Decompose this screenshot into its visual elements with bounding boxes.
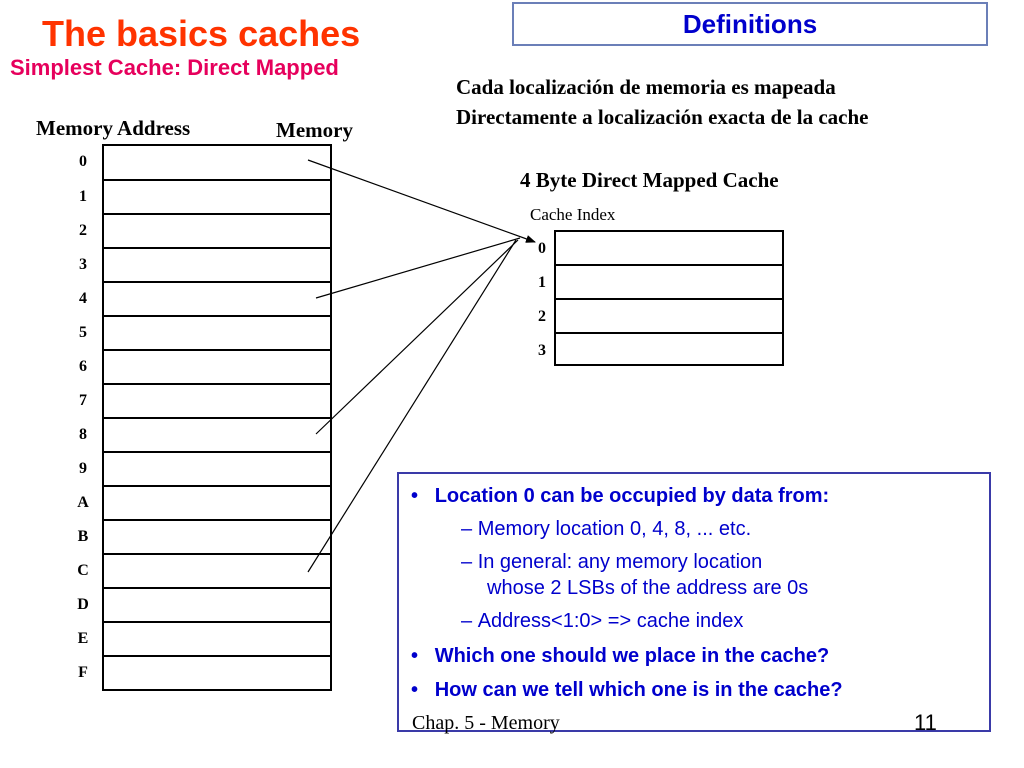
- bullet-location-0: [411, 484, 829, 508]
- arrow-from-address-8: [316, 240, 518, 434]
- bullet-dot: •: [411, 679, 419, 701]
- bullet-dot: •: [411, 485, 419, 507]
- memory-address-3: 3: [79, 256, 87, 273]
- bullet-text: Which one should we place in the cache?: [434, 645, 830, 667]
- memory-address-a: A: [77, 494, 89, 511]
- bullet-which-one: [411, 644, 829, 668]
- memory-address-b: B: [77, 528, 89, 545]
- sub-bullet-address-index: [461, 609, 743, 633]
- sub-dash: –: [461, 518, 473, 540]
- cache-index-2: 2: [538, 308, 546, 325]
- memory-address-label: Memory Address: [36, 116, 191, 140]
- memory-address-5: 5: [79, 324, 87, 341]
- memory-address-e: E: [77, 630, 89, 647]
- sub-bullet-general: [461, 550, 762, 574]
- explanation-box: [397, 472, 991, 732]
- cache-title: 4 Byte Direct Mapped Cache: [520, 168, 779, 192]
- footer-page-number: 11: [914, 710, 937, 735]
- memory-address-4: 4: [79, 290, 87, 307]
- memory-address-7: 7: [79, 392, 87, 409]
- cache-index-1: 1: [538, 274, 546, 291]
- cache-index-0: 0: [538, 240, 546, 257]
- memory-address-1: 1: [79, 188, 87, 205]
- memory-address-d: D: [77, 596, 89, 613]
- sub-text: Memory location 0, 4, 8, ... etc.: [477, 518, 752, 540]
- arrow-from-address-0: [308, 160, 535, 242]
- memory-address-0: 0: [79, 153, 87, 170]
- memory-address-2: 2: [79, 222, 87, 239]
- bullet-dot: •: [411, 645, 419, 667]
- sub-bullet-memory-locations: [461, 517, 751, 541]
- sub-bullet-general-cont: whose 2 LSBs of the address are 0s: [487, 577, 809, 599]
- memory-address-9: 9: [79, 460, 87, 477]
- sub-dash: –: [461, 610, 473, 632]
- definitions-label: Definitions: [682, 8, 818, 39]
- cache-index-3: 3: [538, 342, 546, 359]
- cache-index-label: Cache Index: [530, 205, 616, 224]
- definition-line-1: Cada localización de memoria es mapeada: [456, 75, 836, 99]
- memory-address-8: 8: [79, 426, 87, 443]
- memory-address-f: F: [78, 664, 88, 681]
- memory-address-6: 6: [79, 358, 87, 375]
- memory-address-c: C: [77, 562, 89, 579]
- definition-line-2: Directamente a localización exacta de la cache: [456, 105, 869, 130]
- slide-title: The basics caches: [42, 13, 361, 54]
- bullet-text: How can we tell which one is in the cache?: [434, 679, 843, 701]
- footer-chapter: Chap. 5 - Memory: [412, 712, 560, 734]
- sub-text: In general: any memory location: [477, 551, 763, 573]
- bullet-text: Location 0 can be occupied by data from:: [434, 485, 830, 507]
- sub-dash: –: [461, 551, 473, 573]
- sub-text: Address<1:0> => cache index: [477, 610, 744, 632]
- slide-subtitle: Simplest Cache: Direct Mapped: [10, 55, 339, 80]
- memory-label: Memory: [276, 118, 353, 142]
- bullet-how-tell: [411, 678, 843, 702]
